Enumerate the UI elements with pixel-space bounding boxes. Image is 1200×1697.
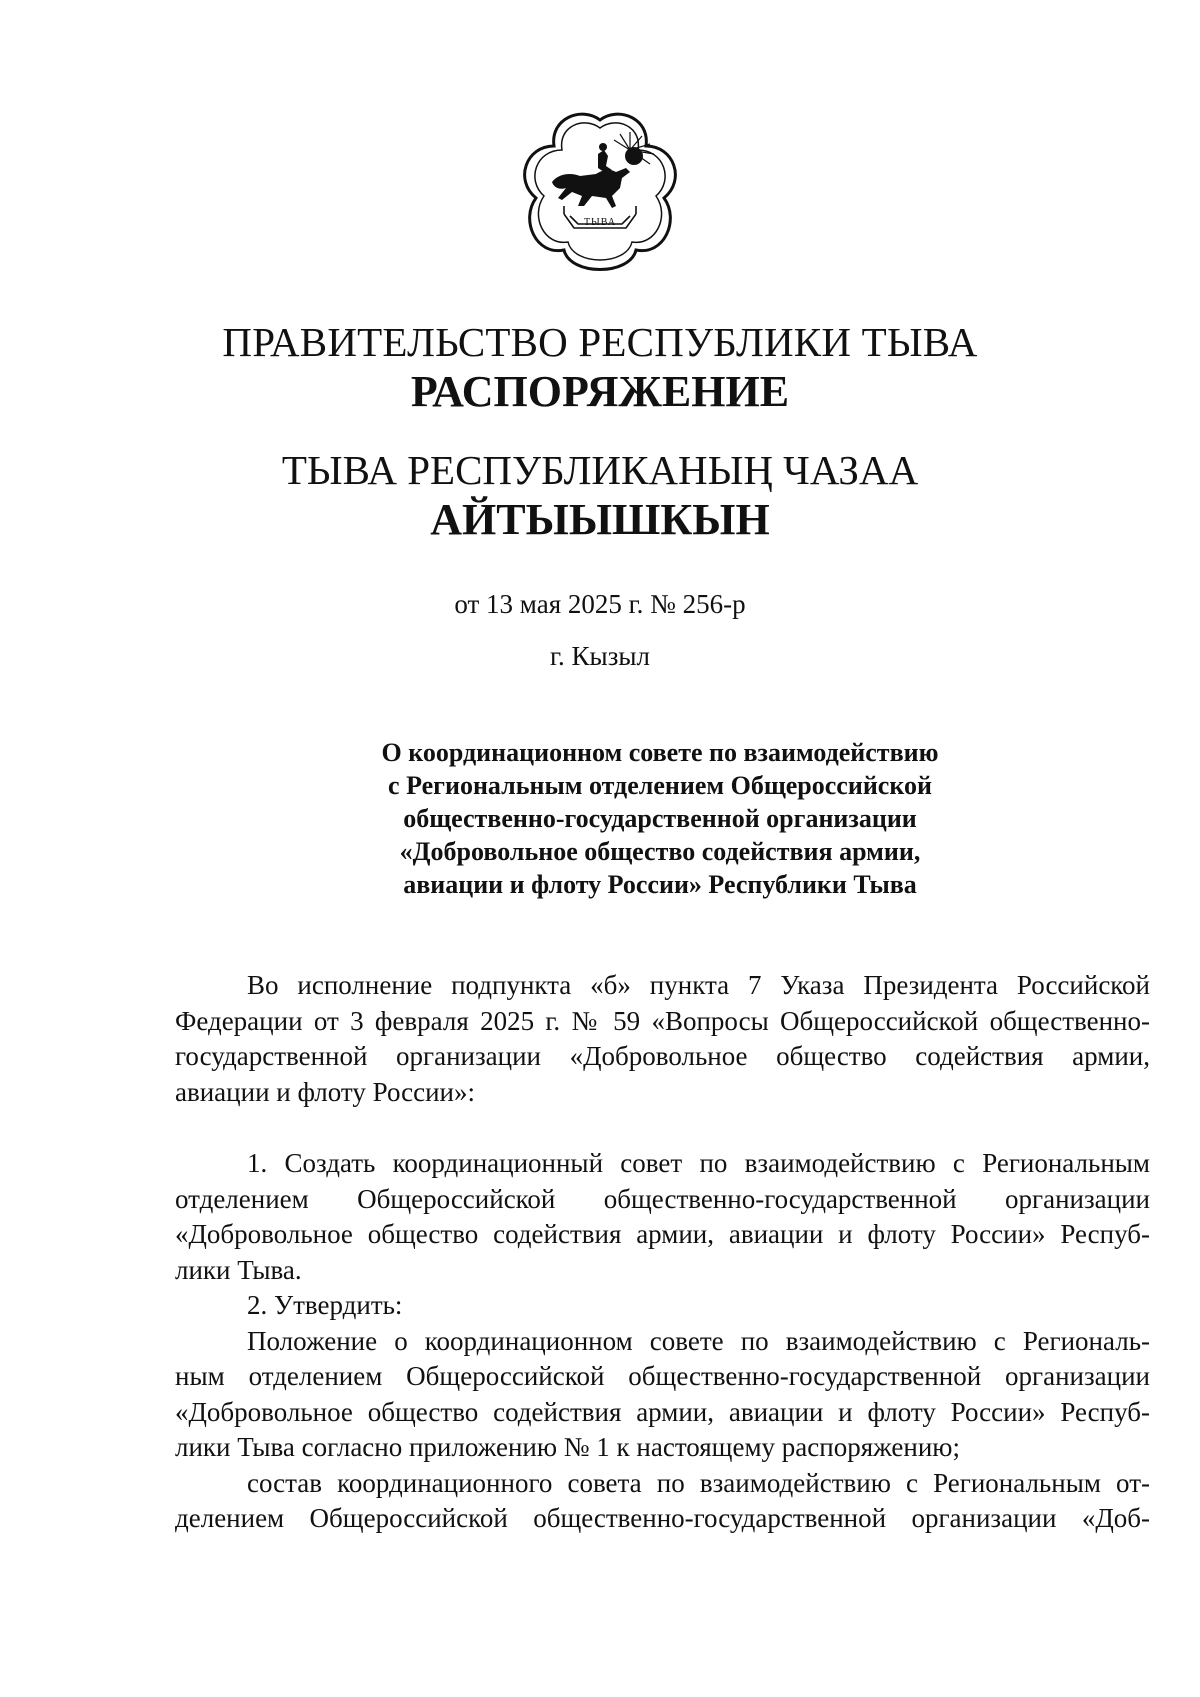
item-2-paragraph (175, 1288, 1150, 1324)
text-line: состав координационного совета по взаимодействию с Региональным от- (247, 1467, 1150, 1498)
emblem-ribbon-text: ТЫВА (583, 217, 617, 228)
title-line: авиации и флоту России» Республики Тыва (403, 870, 917, 899)
government-name-tuvan: ТЫВА РЕСПУБЛИКАНЫҢ ЧАЗАА (281, 447, 919, 493)
title-line: общественно-государственной организации (403, 804, 917, 833)
title-line: «Добровольное общество содействия армии, (399, 837, 921, 866)
text-line: Федерации от 3 февраля 2025 г. № 59 «Вопросы Общероссийской общественно- (175, 1005, 1150, 1036)
item-1-paragraph (175, 1146, 1150, 1288)
document-type-tuvan: АЙТЫЫШКЫН (430, 495, 770, 544)
text-line: «Добровольное общество содействия армии, авиации и флоту России» Респуб- (175, 1219, 1150, 1249)
item-2a-paragraph (175, 1324, 1150, 1466)
text-line: Во исполнение подпункта «б» пункта 7 Указа Президента Российской (247, 970, 1150, 1000)
document-title (300, 736, 1020, 901)
document-type: РАСПОРЯЖЕНИЕ (410, 367, 790, 416)
document-city: г. Кызыл (550, 641, 650, 671)
document-body (175, 968, 1150, 1537)
text-line: авиации и флоту России»: (175, 1076, 475, 1107)
preamble-paragraph (175, 968, 1150, 1110)
title-line: О координационном совете по взаимодействию (381, 738, 939, 767)
item-2b-paragraph (175, 1466, 1150, 1537)
text-line: ным отделением Общероссийской общественно-государственной организации (175, 1361, 1150, 1391)
text-line: «Добровольное общество содействия армии, авиации и флоту России» Респуб- (175, 1396, 1150, 1427)
text-line: государственной организации «Добровольное общество содействия армии, (175, 1041, 1150, 1071)
text-line: лики Тыва. (175, 1254, 302, 1285)
text-line: отделением Общероссийской общественно-государственной организации (175, 1183, 1150, 1214)
text-line: лики Тыва согласно приложению № 1 к настоящему распоряжению; (175, 1432, 960, 1462)
title-line: с Региональным отделением Общероссийской (388, 771, 932, 800)
text-line: Положение о координационном совете по взаимодействию с Региональ- (247, 1325, 1150, 1356)
document-date-number: от 13 мая 2025 г. № 256-р (454, 589, 746, 619)
text-line: 1. Создать координационный совет по взаимодействию с Региональным (247, 1148, 1150, 1178)
text-line: делением Общероссийской общественно-государственной организации «Доб- (175, 1503, 1150, 1533)
text-line: 2. Утвердить: (247, 1290, 403, 1320)
tuva-coat-of-arms-icon (518, 110, 682, 274)
government-name: ПРАВИТЕЛЬСТВО РЕСПУБЛИКИ ТЫВА (222, 319, 978, 365)
